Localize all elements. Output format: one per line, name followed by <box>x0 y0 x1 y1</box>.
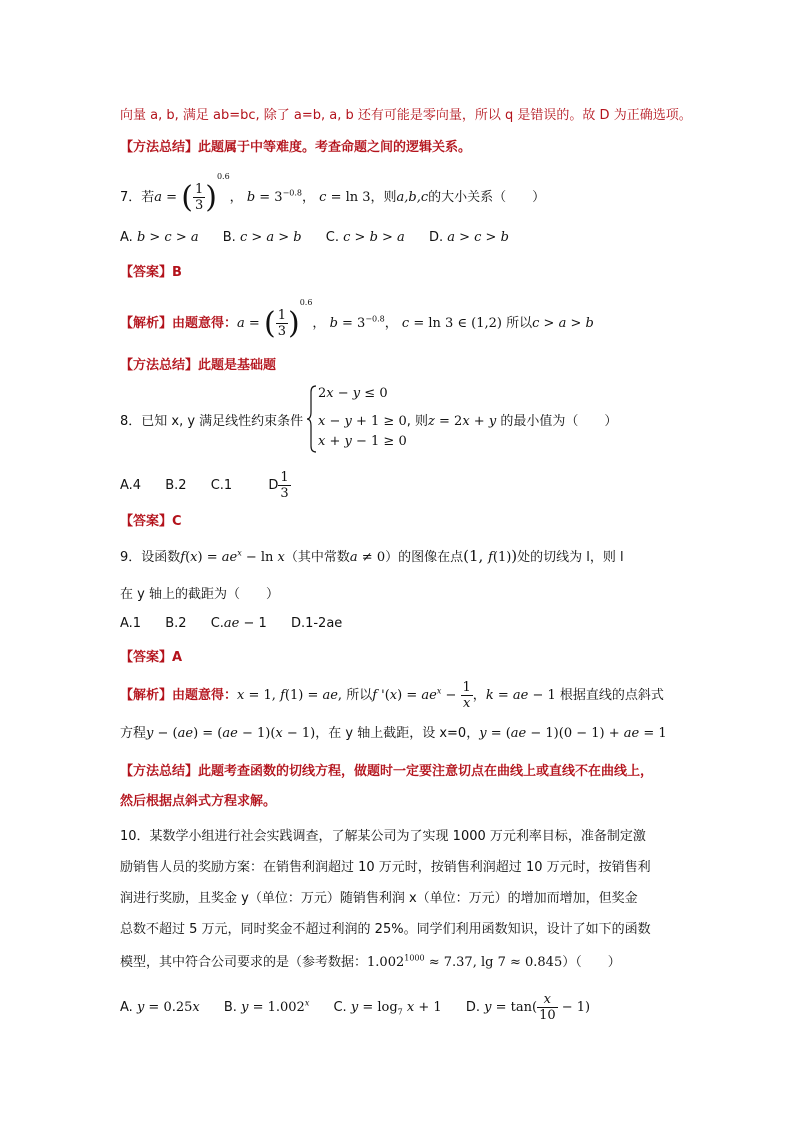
q10-option-a: A. <box>120 1000 133 1015</box>
q10-line1: 10．某数学小组进行社会实践调查，了解某公司为了实现 1000 万元利率目标，准备制定激 <box>120 829 646 844</box>
answer-label: 【答案】 <box>120 650 173 665</box>
q9-text-end: 处的切线为 l，则 l <box>517 550 624 565</box>
q10-option-b: B. <box>223 1000 237 1015</box>
analysis-label: 【解析】 <box>120 688 173 703</box>
analysis-end: 根据直线的点斜式 <box>559 688 664 703</box>
q9-line2: 在 y 轴上的截距为（ ） <box>120 587 279 602</box>
q7-answer <box>120 261 182 280</box>
q7-option-a: A. <box>120 230 133 245</box>
q10-line5-end: ）（ ） <box>562 955 621 970</box>
intro-text: 向量 a, b, 满足 ab=bc, 除了 a=b, a, b 还有可能是零向量，所以 q 是错误的。故 D 为正确选项。 <box>120 108 692 123</box>
q9-text-mid2: ）的图像在点 <box>385 550 464 565</box>
answer-label: 【答案】 <box>120 514 173 529</box>
q9-answer <box>120 646 182 665</box>
q8-prefix: 8．已知 x, y 满足线性约束条件 <box>120 414 304 429</box>
q9-option-c: C. <box>210 616 224 631</box>
summary-label: 【方法总结】 <box>120 764 199 779</box>
q9-analysis: 【解析】由题意得：x = 1, f(1) = ae, 所以f '$(x) = ae^x$ − $\frac{1}{x}$ ，k = ae − 1 根据直线的点斜式 <box>120 680 664 711</box>
summary-text: 此题是基础题 <box>198 358 277 373</box>
summary-text: 此题考查函数的切线方程，做题时一定要注意切点在曲线上或直线不在曲线上， <box>198 764 654 779</box>
constraint-1: 2x − y ≤ 0 <box>318 386 388 401</box>
q10-line5-text: 模型，其中符合公司要求的是（参考数据： <box>120 955 368 970</box>
q10-line4: 总数不超过 5 万元，同时奖金不超过利润的 25%。同学们利用函数知识，设计了如下的函数 <box>120 922 651 937</box>
q9-summary-2: 然后根据点斜式方程求解。 <box>120 794 277 809</box>
q7-text: 的大小关系（ ） <box>428 190 546 205</box>
analysis-label: 【解析】 <box>120 316 173 331</box>
question-7: 7．若a = ( $\frac{1}{3}$ )$^{0.6}$， $b = 3^{-0.8}$， c = ln 3，则a,b,c的大小关系（ ） <box>120 172 546 215</box>
q8-option-d: D <box>268 478 279 493</box>
q9-option-d: D.1-2ae <box>290 616 343 631</box>
q9-option-b: B.2 <box>165 616 187 631</box>
q8-option-b: B.2 <box>165 478 187 493</box>
top-summary <box>120 136 471 155</box>
analysis-line3b: ，在 y 轴上截距，设 x=0， <box>315 726 480 741</box>
q10-line5: 模型，其中符合公司要求的是（参考数据：$1.002^{1000} \approx 7.37$, lg 7 ≈ 0.845）（ ） <box>120 953 621 970</box>
summary-label: 【方法总结】 <box>120 140 199 155</box>
q8-options: A.4 B.2 C.1 D $\frac{1}{3}$ <box>120 470 289 501</box>
brace-icon <box>306 384 318 454</box>
q7-summary <box>120 354 276 373</box>
q7-option-d: D. <box>428 230 444 245</box>
answer-value: A <box>172 650 183 665</box>
question-9: 9．设函数$f(x) = ae^x - \ln x$（其中常数a ≠ 0）的图像在点(1, f(1))处的切线为 l，则 l <box>120 547 624 565</box>
answer-label: 【答案】 <box>120 265 173 280</box>
q9-summary <box>120 760 653 779</box>
q8-option-c: C.1 <box>210 478 233 493</box>
analysis-so: 所以 <box>506 316 533 331</box>
q10-options: A. y = 0.25x B. $y = 1.002^x$ C. $y = \log_7 x + 1$ D. y = tan( $\frac{x}{10}$ − 1) <box>120 992 591 1023</box>
q7-analysis: 【解析】由题意得：a = ( $\frac{1}{3}$ )$^{0.6}$， $b = 3^{-0.8}$， c = ln 3 ∈ (1,2) 所以c > a > b <box>120 298 594 341</box>
q7-option-b: B. <box>222 230 236 245</box>
q10-line3: 润进行奖励，且奖金 y（单位：万元）随销售利润 x（单位：万元）的增加而增加，但奖金 <box>120 891 638 906</box>
q8-answer <box>120 510 182 529</box>
q8-suffix-a: 则 <box>415 414 429 429</box>
analysis-line3a: 方程 <box>120 726 147 741</box>
q8-suffix-b: 的最小值为（ ） <box>500 414 618 429</box>
analysis-so: 所以 <box>346 688 373 703</box>
q10-option-c: C. <box>333 1000 347 1015</box>
analysis-lead: 由题意得： <box>172 688 238 703</box>
answer-value: B <box>172 265 182 280</box>
answer-value: C <box>172 514 182 529</box>
q9-options: A.1 B.2 C.ae − 1 D.1-2ae <box>120 616 343 631</box>
question-8 <box>120 410 303 429</box>
analysis-lead: 由题意得： <box>172 316 238 331</box>
q10-option-d: D. <box>465 1000 480 1015</box>
q7-number: 7．若 <box>120 190 155 205</box>
q7-options: A. b > c > a B. c > a > b C. c > b > a D. a > c > b <box>120 230 509 245</box>
summary-text: 此题属于中等难度。考查命题之间的逻辑关系。 <box>198 140 472 155</box>
fraction: $\frac{1}{3}$ <box>194 182 204 213</box>
q9-number: 9．设函数 <box>120 550 181 565</box>
q9-text-mid: （其中常数 <box>284 550 350 565</box>
constraint-3: x + y − 1 ≥ 0 <box>318 434 407 449</box>
constraint-2: x − y + 1 ≥ 0, 则z = 2x + y 的最小值为（ ） <box>318 414 618 429</box>
q9-analysis-line2: 方程y − (ae) = (ae − 1)(x − 1)，在 y 轴上截距，设 x=0，y = (ae − 1)(0 − 1) + ae = 1 <box>120 726 667 741</box>
summary-label: 【方法总结】 <box>120 358 199 373</box>
q10-line2: 励销售人员的奖励方案：在销售利润超过 10 万元时，按销售利润超过 10 万元时，按销售利 <box>120 860 651 875</box>
q9-option-a: A.1 <box>120 616 142 631</box>
q7-option-c: C. <box>325 230 339 245</box>
q8-option-a: A.4 <box>120 478 142 493</box>
